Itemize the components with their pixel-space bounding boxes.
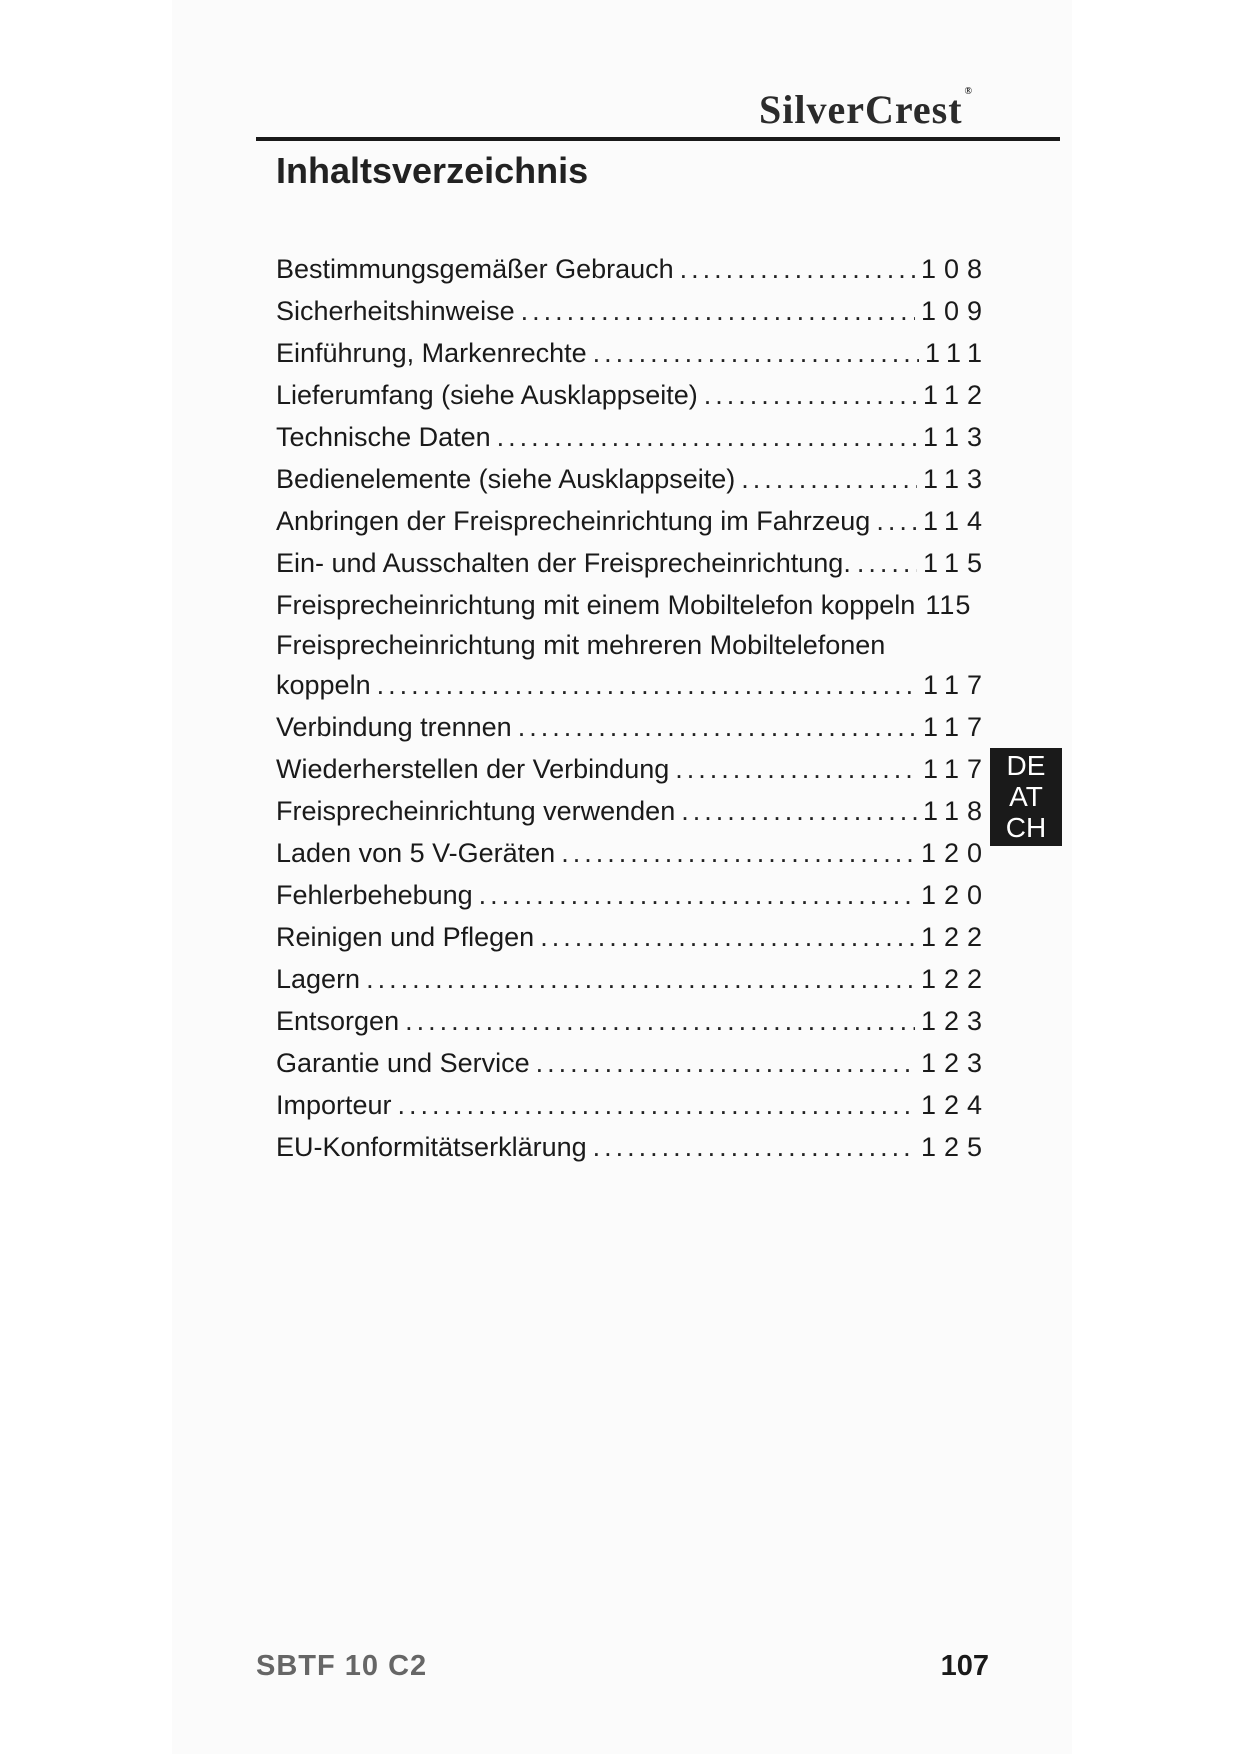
toc-page-number: 117 bbox=[922, 670, 990, 700]
brand-logo: SilverCrest ® bbox=[758, 86, 973, 132]
toc-page-number: 114 bbox=[922, 506, 990, 536]
language-tab: DE AT CH bbox=[990, 748, 1062, 846]
footer-model: SBTF 10 C2 bbox=[256, 1650, 428, 1682]
toc-entry[interactable]: Lagern ..... 122 bbox=[276, 958, 990, 1000]
toc-page-number: 120 bbox=[920, 838, 990, 868]
toc-entry[interactable]: Garantie und Service ..... 123 bbox=[276, 1042, 990, 1084]
toc-page-number: 123 bbox=[920, 1006, 990, 1036]
table-of-contents bbox=[276, 248, 990, 1168]
toc-page-number: 115 bbox=[925, 590, 972, 620]
toc-entry[interactable]: Verbindung trennen ..... 117 bbox=[276, 706, 990, 748]
toc-entry[interactable]: Anbringen der Freisprecheinrichtung im Fahrzeug ..... 114 bbox=[276, 500, 990, 542]
toc-page-number: 123 bbox=[920, 1048, 990, 1078]
toc-entry[interactable]: EU-Konformitätserklärung ..... 125 bbox=[276, 1126, 990, 1168]
toc-entry[interactable]: Bestimmungsgemäßer Gebrauch ..... 108 bbox=[276, 248, 990, 290]
toc-entry[interactable]: Wiederherstellen der Verbindung ..... 117 bbox=[276, 748, 990, 790]
toc-entry[interactable]: Importeur ..... 124 bbox=[276, 1084, 990, 1126]
toc-page-number: 117 bbox=[922, 754, 990, 784]
toc-entry[interactable]: Freisprecheinrichtung mit einem Mobiltelefon koppeln 115 bbox=[276, 584, 990, 626]
toc-entry[interactable]: Technische Daten ..... 113 bbox=[276, 416, 990, 458]
toc-page-number: 118 bbox=[922, 796, 990, 826]
toc-page-number: 120 bbox=[920, 880, 990, 910]
toc-page-number: 113 bbox=[922, 422, 990, 452]
toc-page-number: 122 bbox=[920, 964, 990, 994]
toc-page-number: 117 bbox=[922, 712, 990, 742]
toc-entry[interactable]: Entsorgen ..... 123 bbox=[276, 1000, 990, 1042]
toc-entry[interactable]: Ein- und Ausschalten der Freisprecheinrichtung. ..... 115 bbox=[276, 542, 990, 584]
toc-page-number: 124 bbox=[920, 1090, 990, 1120]
toc-entry[interactable]: Einführung, Markenrechte ..... 111 bbox=[276, 332, 990, 374]
toc-page-number: 108 bbox=[920, 254, 990, 284]
toc-page-number: 111 bbox=[924, 338, 990, 368]
toc-page-number: 125 bbox=[920, 1132, 990, 1162]
toc-page-number: 109 bbox=[920, 296, 990, 326]
header-rule bbox=[256, 137, 1060, 141]
page-title: Inhaltsverzeichnis bbox=[276, 150, 589, 191]
toc-page-number: 113 bbox=[922, 464, 990, 494]
toc-entry[interactable]: Bedienelemente (siehe Ausklappseite) ..... 113 bbox=[276, 458, 990, 500]
toc-entry[interactable]: Freisprecheinrichtung verwenden ..... 118 bbox=[276, 790, 990, 832]
toc-entry[interactable]: Reinigen und Pflegen ..... 122 bbox=[276, 916, 990, 958]
toc-entry[interactable]: Sicherheitshinweise ..... 109 bbox=[276, 290, 990, 332]
toc-entry[interactable]: Fehlerbehebung ..... 120 bbox=[276, 874, 990, 916]
toc-page-number: 112 bbox=[922, 380, 990, 410]
toc-entry[interactable]: koppeln ..... 117 bbox=[276, 664, 990, 706]
footer-page-number: 107 bbox=[940, 1650, 989, 1682]
toc-entry[interactable]: Lieferumfang (siehe Ausklappseite) ..... 112 bbox=[276, 374, 990, 416]
toc-entry[interactable]: Laden von 5 V-Geräten ..... 120 bbox=[276, 832, 990, 874]
toc-page-number: 122 bbox=[920, 922, 990, 952]
toc-page-number: 115 bbox=[922, 548, 990, 578]
toc-entry-heading[interactable]: Freisprecheinrichtung mit mehreren Mobiltelefonen bbox=[276, 630, 886, 660]
